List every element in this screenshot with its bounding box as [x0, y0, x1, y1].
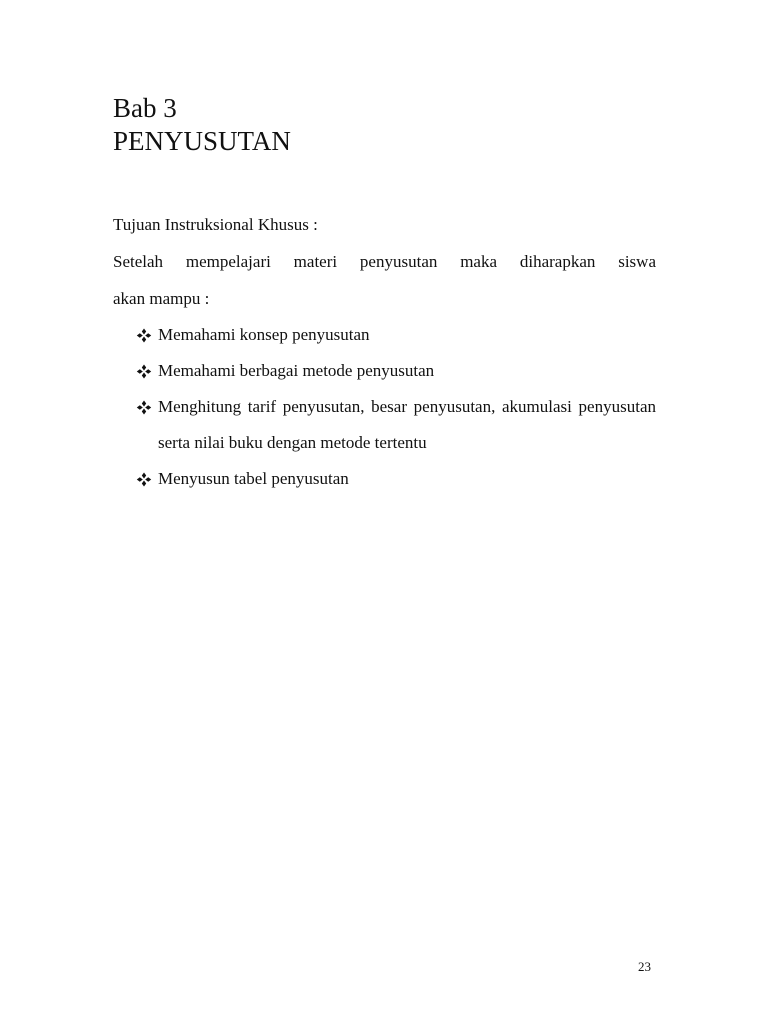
- diamond-bullet-icon: [136, 353, 154, 389]
- objective-text: Menghitung tarif penyusutan, besar penyusutan, akumulasi penyusutan serta nilai buku dengan metode tertentu: [158, 397, 656, 452]
- diamond-bullet-icon: [136, 389, 154, 425]
- diamond-bullet-icon: [136, 461, 154, 497]
- objective-text: Memahami berbagai metode penyusutan: [158, 361, 435, 380]
- list-item: [113, 461, 656, 497]
- objectives-heading: Tujuan Instruksional Khusus :: [113, 215, 318, 234]
- objective-text: Memahami konsep penyusutan: [158, 325, 370, 344]
- chapter-title: PENYUSUTAN: [113, 126, 291, 156]
- list-item: [113, 353, 656, 389]
- intro-line-1: Setelah mempelajari materi penyusutan maka diharapkan siswa: [113, 252, 656, 271]
- intro-line-2: akan mampu :: [113, 289, 210, 308]
- chapter-number: Bab 3: [113, 93, 177, 123]
- objectives-list: [113, 317, 656, 497]
- page-number: 23: [638, 959, 651, 974]
- list-item: [113, 317, 656, 353]
- chapter-body: [113, 206, 656, 497]
- objective-text: Menyusun tabel penyusutan: [158, 469, 349, 488]
- diamond-bullet-icon: [136, 317, 154, 353]
- list-item: [113, 389, 656, 461]
- chapter-heading: [113, 92, 291, 158]
